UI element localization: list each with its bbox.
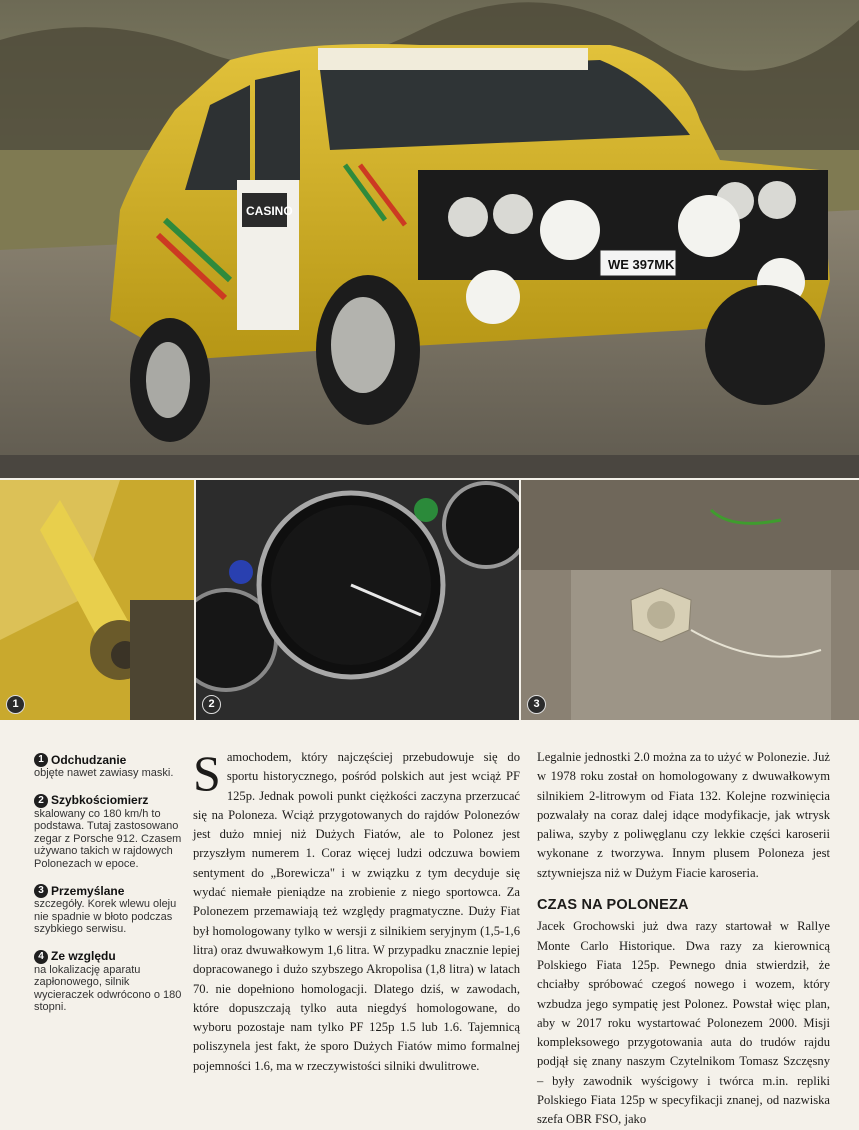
caption-4 (34, 950, 184, 1014)
caption-number: 4 (34, 950, 48, 964)
caption-text: szczegóły. Korek wlewu oleju nie spadnie w błoto podczas szybkiego serwisu. (34, 898, 177, 935)
caption-text: objęte nawet zawiasy maski. (34, 767, 174, 779)
caption-column (34, 753, 184, 1028)
photo-number-1: 1 (6, 695, 25, 714)
article-paragraph: amochodem, który najczęściej przebudowuje się do sportu historycznego, pośród polskich aut jest wciąż PF 125p. Jednak powoli punkt ciężkości zaczyna przerzucać się na Poloneza. Wciąż przygotowanych do rajdów Polonezów jest dużo mniej niż Dużych Fiatów, ale to Polonez jest przyszłym numerem 1. Coraz więcej ludzi odczuwa bowiem sentyment do „Borewicza" i w związku z tym decyduje się wydać niemałe pieniądze na zrobienie z niego sportowca. Za Polonezem przemawiają też względy pragmatyczne. Duży Fiat był homologowany tylko w wersji z silnikiem seryjnym (1,5-1,6 litra) oraz dwuwałkowym 1,6 litra. W przypadku znacznie lepiej dopracowanego i dużo szybszego Akropolisa (1,8 litra) w latach 70. nie dopełniono homologacji. Dlatego dziś, w zawodach, które dopuszczają tylko auta niegdyś homologowane, do wyboru pozostaje nam tylko PF 125p 1.5 lub 1.6. Tajemnicą poliszynela jest fakt, że sporo Dużych Fiatów mimo formalnej pojemności 1.6, ma w rzeczywistości silniki dwulitrowe. (193, 750, 520, 1073)
caption-text: na lokalizację aparatu zapłonowego, silnik wycieraczek odwrócono o 180 stopni. (34, 963, 182, 1013)
caption-title: Odchudzanie (51, 752, 127, 767)
caption-text: skalowany co 180 km/h to podstawa. Tutaj zastosowano zegar z Porsche 912. Czasem używano takich w rajdowych Polonezach w epoce. (34, 807, 182, 870)
photo-number-3: 3 (527, 695, 546, 714)
caption-1 (34, 753, 184, 780)
article-column-1 (193, 745, 520, 1076)
caption-2 (34, 794, 184, 871)
casino-sticker: CASINO (246, 204, 293, 218)
photo-oil-cap (521, 480, 859, 720)
license-plate: WE 397MK (608, 257, 675, 272)
caption-number: 2 (34, 794, 48, 808)
rally-car-illustration (0, 0, 859, 478)
caption-number: 1 (34, 753, 48, 767)
caption-3 (34, 884, 184, 936)
article-column-2 (537, 748, 830, 1130)
photo-hinge (0, 480, 194, 720)
article-paragraph: Jacek Grochowski już dwa razy startował w Rallye Monte Carlo Historique. Dwa razy za kierownicą Polskiego Fiata 125p. Pewnego dnia stwierdził, że chciałby spróbować czegoś nowego i wozem, który wzbudza jego sympatię jest Polonez. Powstał więc plan, aby w 2017 roku wystartować Polonezem 2000. Misji kompleksowego przygotowania auta do trudów rajdu podjął się znany naszym Czytelnikom Tomasz Szczęsny – były zawodnik wyścigowy i twórca m.in. repliki Polskiego Fiata 125p w specyfikacji znanej, od nazwiska szefa OBR FSO, jako (537, 919, 830, 1127)
photo-number-2: 2 (202, 695, 221, 714)
photo-speedometer (196, 480, 519, 720)
section-heading: CZAS NA POLONEZA (537, 897, 689, 914)
caption-title: Szybkościomierz (51, 793, 149, 808)
article-paragraph: Legalnie jednostki 2.0 można za to użyć w Polonezie. Już w 1978 roku został on homologowany z dwuwałkowym silnikiem 2-litrowym od Fiata 132. Kolejne rozwinięcia pozwalały na coraz dalej idące modyfikacje, jak wtrysk paliwa, szyby z poliwęglanu czy lekkie części karoserii wykonane z tworzywa. Innym plusem Poloneza jest sztywniejsza niż w Dużym Fiacie karoseria. (537, 750, 830, 880)
drop-cap: S (193, 745, 221, 801)
detail-photo-strip (0, 480, 859, 720)
hero-photo (0, 0, 859, 478)
caption-number: 3 (34, 884, 48, 898)
caption-title: Przemyślane (51, 883, 125, 898)
caption-title: Ze względu (51, 949, 116, 964)
